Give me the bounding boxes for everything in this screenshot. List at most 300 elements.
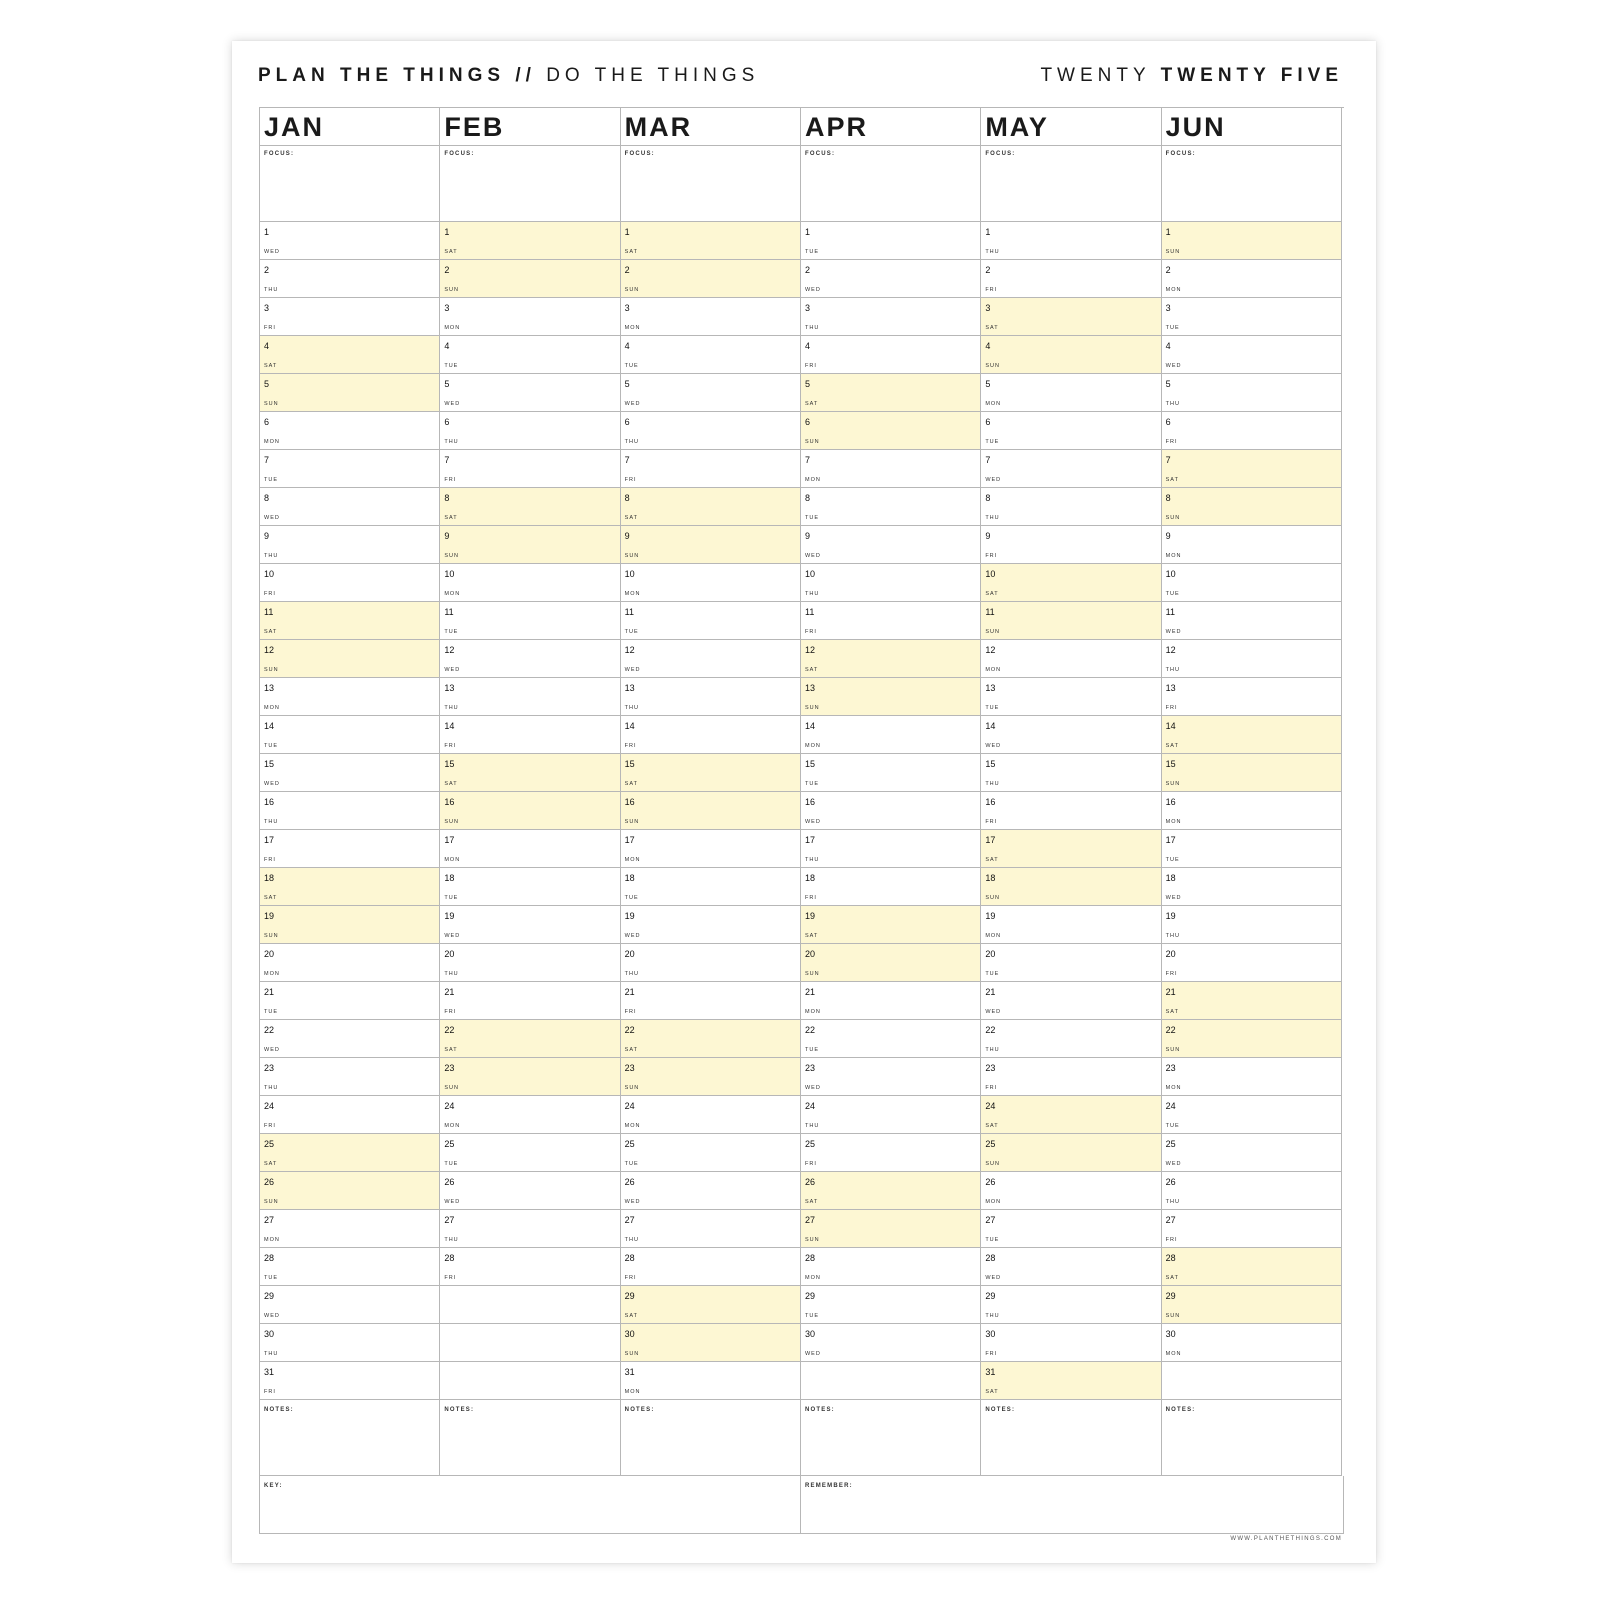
day-cell[interactable] <box>440 640 619 678</box>
day-number: 15 <box>444 759 455 769</box>
day-cell[interactable] <box>1162 222 1341 260</box>
day-weekday: SAT <box>1165 477 1179 483</box>
day-weekday: SAT <box>804 667 819 673</box>
day-number: 27 <box>985 1215 996 1225</box>
day-cell[interactable] <box>440 1210 619 1248</box>
day-cell[interactable] <box>621 564 800 602</box>
day-cell[interactable] <box>621 1362 800 1400</box>
day-cell[interactable] <box>801 1058 980 1096</box>
day-weekday: MON <box>444 857 461 863</box>
day-number: 16 <box>804 797 815 807</box>
day-cell[interactable] <box>801 488 980 526</box>
day-number: 12 <box>264 645 275 655</box>
day-cell[interactable] <box>621 1286 800 1324</box>
day-cell[interactable] <box>981 678 1160 716</box>
day-cell[interactable] <box>621 526 800 564</box>
day-cell[interactable] <box>440 1134 619 1172</box>
day-cell[interactable] <box>801 1324 980 1362</box>
day-number: 13 <box>624 683 635 693</box>
day-weekday: SUN <box>264 1199 279 1205</box>
day-cell[interactable] <box>981 640 1160 678</box>
day-weekday: FRI <box>264 325 276 331</box>
day-cell[interactable] <box>1162 906 1341 944</box>
day-cell[interactable] <box>981 906 1160 944</box>
day-number: 18 <box>1165 873 1176 883</box>
day-weekday: TUE <box>1165 325 1180 331</box>
day-weekday: SAT <box>1165 743 1179 749</box>
year-bold: TWENTY FIVE <box>1160 65 1343 86</box>
notes-box[interactable] <box>981 1400 1160 1476</box>
day-cell[interactable] <box>440 830 619 868</box>
day-cell[interactable] <box>621 222 800 260</box>
day-cell[interactable] <box>621 260 800 298</box>
day-number: 27 <box>624 1215 635 1225</box>
day-cell[interactable] <box>621 336 800 374</box>
day-number: 16 <box>444 797 455 807</box>
day-cell[interactable] <box>801 1210 980 1248</box>
day-cell[interactable] <box>1162 1020 1341 1058</box>
day-cell[interactable] <box>981 1324 1160 1362</box>
day-cell[interactable] <box>801 526 980 564</box>
day-cell[interactable] <box>801 1096 980 1134</box>
focus-box[interactable] <box>981 146 1160 222</box>
day-number: 25 <box>264 1139 275 1149</box>
day-cell[interactable] <box>801 222 980 260</box>
day-cell[interactable] <box>260 564 439 602</box>
day-cell[interactable] <box>260 298 439 336</box>
day-number: 13 <box>985 683 996 693</box>
day-number: 1 <box>1165 227 1171 237</box>
day-number: 23 <box>985 1063 996 1073</box>
day-cell[interactable] <box>1162 1210 1341 1248</box>
day-weekday: SAT <box>804 933 819 939</box>
day-cell[interactable] <box>260 488 439 526</box>
day-cell[interactable] <box>260 260 439 298</box>
day-number: 10 <box>985 569 996 579</box>
day-cell[interactable] <box>1162 792 1341 830</box>
day-weekday: MON <box>1165 1085 1182 1091</box>
day-cell[interactable] <box>260 1058 439 1096</box>
day-cell[interactable] <box>260 982 439 1020</box>
day-cell[interactable] <box>981 982 1160 1020</box>
day-cell[interactable] <box>440 298 619 336</box>
day-cell[interactable] <box>440 792 619 830</box>
notes-box[interactable] <box>260 1400 439 1476</box>
day-weekday: SAT <box>1165 1275 1179 1281</box>
day-cell[interactable] <box>1162 944 1341 982</box>
day-weekday: SAT <box>624 249 638 255</box>
day-cell[interactable] <box>440 1020 619 1058</box>
day-cell[interactable] <box>801 374 980 412</box>
day-weekday: WED <box>985 743 1002 749</box>
month-column-jan <box>260 108 440 1476</box>
day-cell[interactable] <box>621 906 800 944</box>
day-cell[interactable] <box>801 260 980 298</box>
day-number: 10 <box>444 569 455 579</box>
day-cell[interactable] <box>801 716 980 754</box>
day-cell[interactable] <box>981 298 1160 336</box>
day-cell[interactable] <box>1162 754 1341 792</box>
day-cell[interactable] <box>260 1248 439 1286</box>
day-cell[interactable] <box>801 450 980 488</box>
day-cell[interactable] <box>1162 678 1341 716</box>
day-cell[interactable] <box>1162 1134 1341 1172</box>
day-weekday: SAT <box>624 781 638 787</box>
day-number: 5 <box>264 379 270 389</box>
day-number: 26 <box>264 1177 275 1187</box>
day-cell[interactable] <box>260 374 439 412</box>
day-cell[interactable] <box>621 944 800 982</box>
day-number: 4 <box>985 341 991 351</box>
day-number: 15 <box>264 759 275 769</box>
day-weekday: TUE <box>804 781 819 787</box>
day-cell[interactable] <box>981 944 1160 982</box>
day-number: 22 <box>624 1025 635 1035</box>
day-weekday: SUN <box>1165 249 1181 255</box>
day-number: 1 <box>444 227 450 237</box>
notes-box[interactable] <box>801 1400 980 1476</box>
day-weekday: SAT <box>264 1161 278 1167</box>
day-cell[interactable] <box>621 1172 800 1210</box>
day-cell[interactable] <box>1162 1286 1341 1324</box>
day-cell[interactable] <box>1162 374 1341 412</box>
day-cell[interactable] <box>1162 1324 1341 1362</box>
day-cell[interactable] <box>801 1020 980 1058</box>
day-number: 13 <box>444 683 455 693</box>
day-weekday: THU <box>264 553 279 559</box>
day-cell[interactable] <box>981 260 1160 298</box>
day-cell[interactable] <box>440 374 619 412</box>
day-cell[interactable] <box>1162 1172 1341 1210</box>
day-cell[interactable] <box>440 716 619 754</box>
day-cell[interactable] <box>440 754 619 792</box>
focus-box[interactable] <box>1162 146 1341 222</box>
day-number: 28 <box>264 1253 275 1263</box>
focus-label: FOCUS: <box>624 151 655 157</box>
day-cell[interactable] <box>621 450 800 488</box>
day-cell[interactable] <box>981 526 1160 564</box>
day-cell[interactable] <box>440 488 619 526</box>
day-cell[interactable] <box>440 564 619 602</box>
day-cell[interactable] <box>801 792 980 830</box>
bottom-row <box>260 1476 1344 1534</box>
day-cell[interactable] <box>260 450 439 488</box>
day-cell[interactable] <box>981 792 1160 830</box>
day-cell[interactable] <box>1162 450 1341 488</box>
day-cell[interactable] <box>260 678 439 716</box>
day-cell[interactable] <box>260 1362 439 1400</box>
day-cell[interactable] <box>260 602 439 640</box>
day-cell[interactable] <box>260 792 439 830</box>
day-cell[interactable] <box>260 1172 439 1210</box>
day-cell[interactable] <box>440 1096 619 1134</box>
day-weekday: WED <box>1165 363 1182 369</box>
key-label: KEY: <box>264 1483 283 1489</box>
day-cell[interactable] <box>981 868 1160 906</box>
day-cell[interactable] <box>440 906 619 944</box>
day-number: 3 <box>985 303 991 313</box>
day-cell[interactable] <box>981 488 1160 526</box>
day-cell[interactable] <box>260 1134 439 1172</box>
remember-box[interactable] <box>801 1476 1344 1534</box>
day-number: 20 <box>444 949 455 959</box>
day-cell[interactable] <box>981 1134 1160 1172</box>
day-weekday: WED <box>1165 1161 1182 1167</box>
day-cell[interactable] <box>621 716 800 754</box>
day-number: 24 <box>624 1101 635 1111</box>
day-cell[interactable] <box>981 1020 1160 1058</box>
day-weekday: TUE <box>804 249 819 255</box>
day-cell[interactable] <box>801 678 980 716</box>
day-cell[interactable] <box>981 1286 1160 1324</box>
day-cell[interactable] <box>801 298 980 336</box>
day-cell[interactable] <box>981 564 1160 602</box>
day-cell[interactable] <box>440 412 619 450</box>
day-cell[interactable] <box>1162 488 1341 526</box>
day-number: 1 <box>624 227 630 237</box>
notes-box[interactable] <box>440 1400 619 1476</box>
day-cell[interactable] <box>621 830 800 868</box>
day-weekday: SAT <box>264 895 278 901</box>
day-cell[interactable] <box>260 336 439 374</box>
day-cell[interactable] <box>1162 336 1341 374</box>
day-number: 3 <box>804 303 810 313</box>
day-cell[interactable] <box>440 222 619 260</box>
day-cell[interactable] <box>621 792 800 830</box>
day-cell[interactable] <box>621 602 800 640</box>
day-number: 4 <box>804 341 810 351</box>
day-cell[interactable] <box>1162 1058 1341 1096</box>
day-number: 10 <box>264 569 275 579</box>
day-number: 8 <box>985 493 991 503</box>
day-number: 30 <box>264 1329 275 1339</box>
day-cell[interactable] <box>440 1058 619 1096</box>
day-number: 5 <box>624 379 630 389</box>
day-cell[interactable] <box>440 260 619 298</box>
day-cell[interactable] <box>801 830 980 868</box>
day-weekday: WED <box>444 933 461 939</box>
day-number: 28 <box>804 1253 815 1263</box>
day-cell[interactable] <box>621 1248 800 1286</box>
day-number: 5 <box>444 379 450 389</box>
day-number: 1 <box>985 227 991 237</box>
day-weekday: TUE <box>1165 591 1180 597</box>
day-cell[interactable] <box>801 1248 980 1286</box>
day-cell[interactable] <box>1162 564 1341 602</box>
day-weekday: WED <box>624 1199 641 1205</box>
day-number: 7 <box>444 455 450 465</box>
day-cell[interactable] <box>981 222 1160 260</box>
day-number: 19 <box>624 911 635 921</box>
day-cell[interactable] <box>801 602 980 640</box>
day-cell[interactable] <box>260 640 439 678</box>
day-weekday: THU <box>804 325 820 331</box>
day-cell[interactable] <box>1162 982 1341 1020</box>
day-cell[interactable] <box>1162 298 1341 336</box>
focus-box[interactable] <box>440 146 619 222</box>
day-weekday: SUN <box>804 1237 820 1243</box>
day-number: 21 <box>624 987 635 997</box>
day-cell[interactable] <box>801 754 980 792</box>
day-cell[interactable] <box>801 336 980 374</box>
day-cell[interactable] <box>260 830 439 868</box>
day-number: 15 <box>985 759 996 769</box>
day-number: 5 <box>804 379 810 389</box>
day-cell[interactable] <box>260 1324 439 1362</box>
day-cell[interactable] <box>1162 716 1341 754</box>
day-cell[interactable] <box>621 640 800 678</box>
day-cell[interactable] <box>260 526 439 564</box>
day-cell[interactable] <box>801 1286 980 1324</box>
day-weekday: TUE <box>624 629 639 635</box>
day-weekday: MON <box>444 591 461 597</box>
day-cell[interactable] <box>621 1020 800 1058</box>
day-cell[interactable] <box>621 868 800 906</box>
day-weekday: MON <box>1165 287 1182 293</box>
day-cell[interactable] <box>621 298 800 336</box>
day-weekday: WED <box>985 1275 1002 1281</box>
day-number: 17 <box>624 835 635 845</box>
day-cell[interactable] <box>801 982 980 1020</box>
day-cell[interactable] <box>621 488 800 526</box>
day-cell[interactable] <box>260 754 439 792</box>
day-cell[interactable] <box>981 374 1160 412</box>
day-cell[interactable] <box>981 1210 1160 1248</box>
focus-box[interactable] <box>621 146 800 222</box>
day-cell[interactable] <box>621 412 800 450</box>
day-weekday: WED <box>1165 895 1182 901</box>
day-cell[interactable] <box>621 374 800 412</box>
day-cell[interactable] <box>1162 1096 1341 1134</box>
day-weekday: SUN <box>1165 1313 1181 1319</box>
day-cell[interactable] <box>981 716 1160 754</box>
day-cell[interactable] <box>440 336 619 374</box>
day-cell[interactable] <box>981 1248 1160 1286</box>
day-cell[interactable] <box>440 1248 619 1286</box>
empty-day-cell <box>801 1362 980 1400</box>
key-box[interactable] <box>260 1476 801 1534</box>
focus-box[interactable] <box>801 146 980 222</box>
day-number: 23 <box>444 1063 455 1073</box>
day-number: 2 <box>444 265 450 275</box>
day-weekday: WED <box>264 781 280 787</box>
day-cell[interactable] <box>440 602 619 640</box>
day-cell[interactable] <box>260 222 439 260</box>
day-cell[interactable] <box>440 868 619 906</box>
day-cell[interactable] <box>981 450 1160 488</box>
day-cell[interactable] <box>260 868 439 906</box>
day-cell[interactable] <box>801 944 980 982</box>
day-weekday: MON <box>985 667 1002 673</box>
day-cell[interactable] <box>621 678 800 716</box>
day-cell[interactable] <box>801 640 980 678</box>
day-weekday: SUN <box>624 287 640 293</box>
day-cell[interactable] <box>981 1362 1160 1400</box>
day-cell[interactable] <box>440 526 619 564</box>
day-weekday: FRI <box>1165 439 1178 445</box>
day-cell[interactable] <box>981 602 1160 640</box>
day-cell[interactable] <box>1162 260 1341 298</box>
day-weekday: TUE <box>985 1237 1000 1243</box>
focus-box[interactable] <box>260 146 439 222</box>
day-number: 26 <box>804 1177 815 1187</box>
day-cell[interactable] <box>440 982 619 1020</box>
day-cell[interactable] <box>440 450 619 488</box>
day-cell[interactable] <box>801 1172 980 1210</box>
day-cell[interactable] <box>621 754 800 792</box>
day-cell[interactable] <box>1162 640 1341 678</box>
day-cell[interactable] <box>260 1020 439 1058</box>
day-weekday: MON <box>624 857 641 863</box>
notes-box[interactable] <box>1162 1400 1341 1476</box>
day-weekday: SAT <box>624 1313 638 1319</box>
day-cell[interactable] <box>260 412 439 450</box>
day-cell[interactable] <box>981 336 1160 374</box>
day-cell[interactable] <box>440 944 619 982</box>
day-cell[interactable] <box>801 868 980 906</box>
day-cell[interactable] <box>621 1210 800 1248</box>
day-number: 27 <box>264 1215 275 1225</box>
day-cell[interactable] <box>981 1172 1160 1210</box>
day-cell[interactable] <box>260 1210 439 1248</box>
day-cell[interactable] <box>621 1324 800 1362</box>
day-cell[interactable] <box>1162 602 1341 640</box>
day-cell[interactable] <box>260 1286 439 1324</box>
day-cell[interactable] <box>1162 868 1341 906</box>
day-cell[interactable] <box>801 906 980 944</box>
day-cell[interactable] <box>260 944 439 982</box>
focus-label: FOCUS: <box>444 151 475 157</box>
day-number: 13 <box>804 683 815 693</box>
day-number: 17 <box>804 835 815 845</box>
day-cell[interactable] <box>981 1058 1160 1096</box>
notes-box[interactable] <box>621 1400 800 1476</box>
notes-label: NOTES: <box>444 1407 475 1413</box>
day-weekday: WED <box>1165 629 1182 635</box>
day-cell[interactable] <box>1162 830 1341 868</box>
day-cell[interactable] <box>260 1096 439 1134</box>
day-cell[interactable] <box>981 830 1160 868</box>
day-cell[interactable] <box>801 564 980 602</box>
day-cell[interactable] <box>1162 526 1341 564</box>
day-cell[interactable] <box>981 1096 1160 1134</box>
day-cell[interactable] <box>621 1058 800 1096</box>
day-cell[interactable] <box>621 1134 800 1172</box>
day-number: 14 <box>985 721 996 731</box>
day-cell[interactable] <box>621 1096 800 1134</box>
day-cell[interactable] <box>801 412 980 450</box>
day-weekday: MON <box>264 971 280 977</box>
day-weekday: TUE <box>444 629 459 635</box>
day-cell[interactable] <box>1162 1248 1341 1286</box>
day-cell[interactable] <box>1162 412 1341 450</box>
day-weekday: FRI <box>624 1275 637 1281</box>
day-number: 22 <box>444 1025 455 1035</box>
day-cell[interactable] <box>801 1134 980 1172</box>
day-cell[interactable] <box>440 678 619 716</box>
day-number: 17 <box>1165 835 1176 845</box>
day-weekday: THU <box>985 781 1000 787</box>
day-cell[interactable] <box>981 754 1160 792</box>
day-weekday: SAT <box>985 591 999 597</box>
day-number: 11 <box>1165 607 1175 617</box>
day-weekday: THU <box>624 1237 639 1243</box>
day-cell[interactable] <box>981 412 1160 450</box>
day-cell[interactable] <box>440 1172 619 1210</box>
day-cell[interactable] <box>260 906 439 944</box>
day-cell[interactable] <box>621 982 800 1020</box>
day-cell[interactable] <box>260 716 439 754</box>
